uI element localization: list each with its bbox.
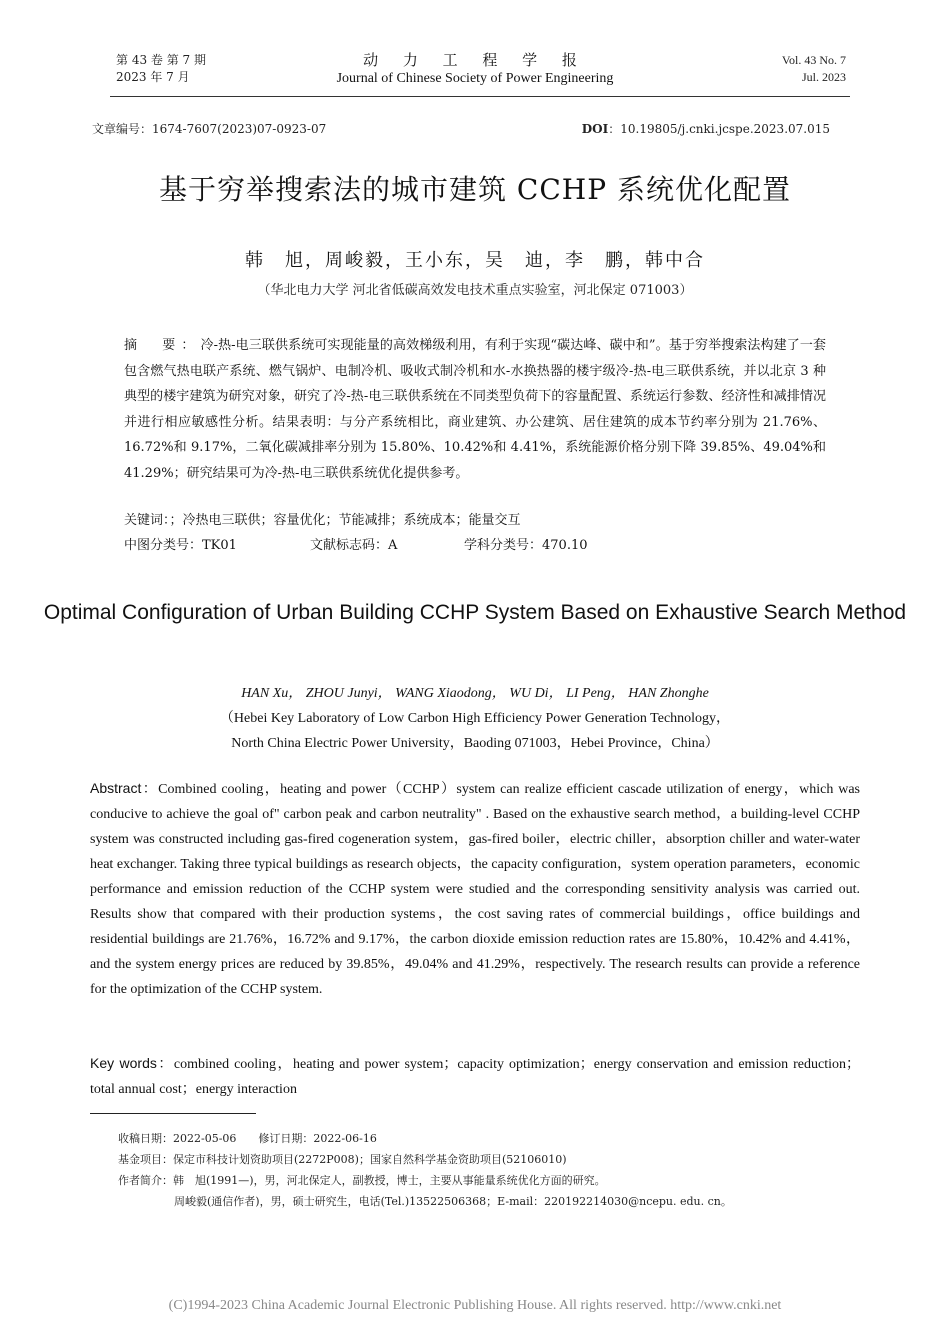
classification xyxy=(124,533,826,558)
doi xyxy=(582,120,830,137)
title-en: Optimal Configuration of Urban Building CCHP System Based on Exhaustive Search Method xyxy=(43,601,907,624)
authors-en: HAN Xu， ZHOU Junyi， WANG Xiaodong， WU Di， LI Peng， HAN Zhonghe xyxy=(241,686,709,701)
clc-number: 中图分类号：TK01 xyxy=(124,538,237,553)
document-code: 文献标志码：A xyxy=(310,538,398,553)
authors-cn: 韩 旭，周峻毅，王小东，吴 迪，李 鹏，韩中合 xyxy=(245,250,705,271)
abstract-cn xyxy=(124,333,826,486)
footnote-author-intro: 作者简介：韩 旭(1991—)，男，河北保定人，副教授，博士，主要从事能量系统优化方面的研究。 xyxy=(118,1174,606,1187)
keywords-cn xyxy=(124,508,826,533)
volume-issue-cn: 第 43 卷 第 7 期 xyxy=(116,53,206,67)
title-cn: 基于穷举搜索法的城市建筑 CCHP 系统优化配置 xyxy=(159,173,791,206)
doi-value: ：10.19805/j.cnki.jcspe.2023.07.015 xyxy=(608,122,830,136)
affiliation-en-line1: （Hebei Key Laboratory of Low Carbon High Efficiency Power Generation Technology， xyxy=(219,711,731,726)
volume-issue-en: Vol. 43 No. 7 xyxy=(781,53,846,67)
date-cn: 2023 年 7 月 xyxy=(116,70,190,84)
footnote-corresponding: 周峻毅(通信作者)，男，硕士研究生，电话(Tel.)13522506368；E-mail：220192214030@ncepu. edu. cn。 xyxy=(174,1195,732,1208)
abstract-en xyxy=(90,776,860,1002)
doi-label: DOI xyxy=(581,122,609,136)
journal-name-cn: 动 力 工 程 学 报 xyxy=(363,51,587,69)
abstract-cn-text: 冷-热-电三联供系统可实现能量的高效梯级利用，有利于实现“碳达峰、碳中和”。基于穷举搜索法构建了一套包含燃气热电联产系统、燃气锅炉、电制冷机、吸收式制冷机和水-水换热器的楼宇级冷-热-电三联供系统，并以北京 3 种典型的楼宇建筑为研究对象，研究了冷-热-电三联供系统在不同类型负荷下的容量配置、系统运行参数、经济性和减排情况并进行相应敏感性分析。结果表明：与分产系统相比，商业建筑、办公建筑、居住建筑的成本节约率分别为 21.76%、16.72%和 9.17%，二氧化碳减排率分别为 15.80%、10.42%和 4.41%，系统能源价格分别下降 39.85%、49.04%和 41.29%；研究结果可为冷-热-电三联供系统优化提供参考。 xyxy=(124,338,826,481)
affiliation-en xyxy=(0,706,950,756)
copyright-watermark: (C)1994-2023 China Academic Journal Electronic Publishing House. All rights reserved. http://www.cnki.net xyxy=(168,1298,782,1313)
article-number: 文章编号：1674-7607(2023)07-0923-07 xyxy=(92,122,327,136)
header-divider xyxy=(110,96,850,97)
keywords-en-text: combined cooling，heating and power system；capacity optimization；energy conservation and emission reduction；total annual cost；energy interaction xyxy=(90,1057,860,1097)
keywords-cn-text: ；冷热电三联供；容量优化；节能减排；系统成本；能量交互 xyxy=(169,513,521,528)
header-right xyxy=(782,52,846,86)
abstract-cn-label: 摘 要： xyxy=(124,338,201,353)
keywords-en-label: Key words： xyxy=(90,1055,174,1071)
keywords-cn-label: 关键词： xyxy=(124,513,170,528)
footnote-divider xyxy=(90,1113,256,1114)
footnote-received: 收稿日期：2022-05-06 修订日期：2022-06-16 xyxy=(118,1132,377,1145)
footnote-funding: 基金项目：保定市科技计划资助项目(2272P008)；国家自然科学基金资助项目(52106010) xyxy=(118,1153,567,1166)
abstract-en-text: Combined cooling，heating and power（CCHP）system can realize efficient cascade utilization of energy，which was conducive to achieve the goal of" carbon peak and carbon neutrality" . Based on the exhaustive search method，a building-level CCHP system was constructed including gas-fired cogeneration system，gas-fired boiler，electric chiller，absorption chiller and water-water heat exchanger. Taking three typical buildings as research objects，the capacity configuration，system operation parameters，economic performance and emission reduction of the CCHP system were studied and the corresponding sensitivity analysis was carried out. Results show that compared with their production systems，the cost saving rates of commercial buildings，office buildings and residential buildings are 21.76%，16.72% and 9.17%，the carbon dioxide emission reduction rates are 15.80%，10.42% and 4.41%，and the system energy prices are reduced by 39.85%，49.04% and 41.29%，respectively. The research results can provide a reference for the optimization of the CCHP system. xyxy=(90,782,860,997)
subject-code: 学科分类号：470.10 xyxy=(464,538,588,553)
abstract-en-label: Abstract： xyxy=(90,780,159,796)
journal-name-en: Journal of Chinese Society of Power Engineering xyxy=(336,71,614,86)
affiliation-en-line2: North China Electric Power University，Baoding 071003，Hebei Province，China） xyxy=(231,736,719,751)
keywords-en xyxy=(90,1051,860,1102)
affiliation-cn: （华北电力大学 河北省低碳高效发电技术重点实验室，河北保定 071003） xyxy=(257,283,693,298)
date-en: Jul. 2023 xyxy=(801,70,846,84)
